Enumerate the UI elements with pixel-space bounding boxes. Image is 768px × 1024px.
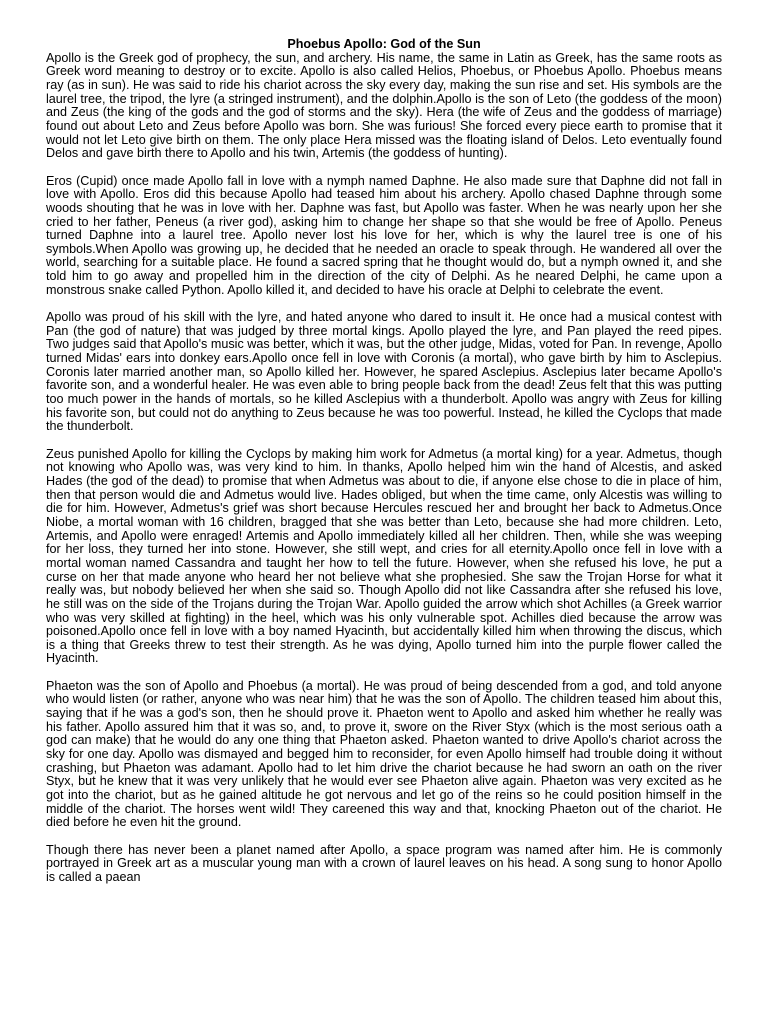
document-page (46, 38, 722, 885)
paragraph-apollo-origins: Apollo is the Greek god of prophecy, the sun, and archery. His name, the same in Latin as Greek, has the same roots as Greek word meaning to destroy or to excite. Apollo is also called Helios, Phoebus, or Phoebus Apollo. Phoebus means ray (as in sun). He was said to ride his chariot across the sky every day, making the sun rise and set. His symbols are the laurel tree, the tripod, the lyre (a stringed instrument), and the dolphin.Apollo is the son of Leto (the goddess of the moon) and Zeus (the king of the gods and the god of storms and the sky). Hera (the wife of Zeus and the goddess of marriage) found out about Leto and Zeus before Apollo was born. She was furious! She forced every piece earth to promise that it would not let Leto give birth on them. The only place Hera missed was the floating island of Delos. Leto eventually found Delos and gave birth there to Apollo and his twin, Artemis (the goddess of hunting). (46, 50, 722, 161)
paragraph-daphne-delphi: Eros (Cupid) once made Apollo fall in love with a nymph named Daphne. He also made sure that Daphne did not fall in love with Apollo. Eros did this because Apollo had teased him about his archery. Apollo chased Daphne through some woods shouting that he was in love with her. Daphne was fast, but Apollo was faster. When he was nearly upon her she cried to her father, Peneus (a river god), asking him to change her shape so that she would be free of Apollo. Peneus turned Daphne into a laurel tree. Apollo never lost his love for her, which is why the laurel tree is one of his symbols.When Apollo was growing up, he decided that he needed an oracle to speak through. He wandered all over the world, searching for a suitable place. He found a sacred spring that he thought would do, but a nymph owned it, and she told him to go away and propelled him in the direction of the city of Delphi. As he neared Delphi, he came upon a monstrous snake called Python. Apollo killed it, and decided to have his oracle at Delphi to celebrate the event. (46, 173, 722, 297)
paragraph-phaeton: Phaeton was the son of Apollo and Phoebus (a mortal). He was proud of being descended from a god, and told anyone who would listen (or rather, anyone who was near him) that he was the son of Apollo. The children teased him about this, saying that if he was a god's son, then he should prove it. Phaeton went to Apollo and asked him whether he really was his father. Apollo assured him that it was so, and, to prove it, swore on the River Styx (which is the most serious oath a god can make) that he would do any one thing that Phaeton asked. Phaeton wanted to drive Apollo's chariot across the sky for one day. Apollo was dismayed and begged him to reconsider, for even Apollo himself had trouble doing it without crashing, but Phaeton was adamant. Apollo had to let him drive the chariot because he had sworn an oath on the river Styx, but he knew that it was very unlikely that he would ever see Phaeton alive again. Phaeton was very excited as he got into the chariot, but as he gained altitude he got nervous and let go of the reins so he could position himself in the middle of the chariot. The horses went wild! They careened this way and that, knocking Phaeton out of the chariot. He died before he even hit the ground. (46, 678, 722, 830)
paragraph-lyre-asclepius: Apollo was proud of his skill with the lyre, and hated anyone who dared to insult it. He once had a musical contest with Pan (the god of nature) that was judged by three mortal kings. Apollo played the lyre, and Pan played the reed pipes. Two judges said that Apollo's music was better, which it was, but the other judge, Midas, voted for Pan. In revenge, Apollo turned Midas' ears into donkey ears.Apollo once fell in love with Coronis (a mortal), who gave birth by him to Asclepius. Coronis later married another man, so Apollo killed her. However, he spared Asclepius. Asclepius later became Apollo's favorite son, and a wonderful healer. He was even able to bring people back from the dead! Zeus felt that this was putting too much power in the hands of mortals, so he killed Asclepius with a thunderbolt. Apollo was angry with Zeus for killing his favorite son, but could not do anything to Zeus because he was too powerful. Instead, he killed the Cyclops that made the thunderbolt. (46, 310, 722, 434)
document-title: Phoebus Apollo: God of the Sun (287, 37, 481, 51)
paragraph-admetus-niobe-cassandra: Zeus punished Apollo for killing the Cyclops by making him work for Admetus (a mortal king) for a year. Admetus, though not knowing who Apollo was, was very kind to him. In thanks, Apollo helped him win the hand of Alcestis, and asked Hades (the god of the dead) to promise that when Admetus was about to die, if anyone else chose to die in place of him, then that person would die and Admetus would live. Hades obliged, but when the time came, only Alcestis was willing to die for him. However, Admetus's grief was short because Hercules rescued her and brought her back to Admetus.Once Niobe, a mortal woman with 16 children, bragged that she was better than Leto, because she had more children. Leto, Artemis, and Apollo were enraged! Artemis and Apollo immediately killed all her children. Then, while she was weeping for her loss, they turned her into stone. However, she still wept, and cries for all eternity.Apollo once fell in love with a mortal woman named Cassandra and taught her how to tell the future. However, when she refused his love, he put a curse on her that made anyone who heard her not believe what she prophesied. She saw the Trojan Horse for what it really was, but nobody believed her when she said so. Though Apollo did not like Cassandra after she refused his love, he still was on the side of the Trojans during the Trojan War. Apollo guided the arrow which shot Achilles (a Greek warrior who was very skilled at fighting) in the heel, which was his only vulnerable spot. Achilles died because the arrow was poisoned.Apollo once fell in love with a boy named Hyacinth, but accidentally killed him when throwing the discus, which is a thing that Greeks threw to test their strength. As he was dying, Apollo turned him into the purple flower called the Hyacinth. (46, 446, 722, 666)
paragraph-legacy: Though there has never been a planet named after Apollo, a space program was named after him. He is commonly portrayed in Greek art as a muscular young man with a crown of laurel leaves on his head. A song sung to honor Apollo is called a paean (46, 842, 722, 884)
